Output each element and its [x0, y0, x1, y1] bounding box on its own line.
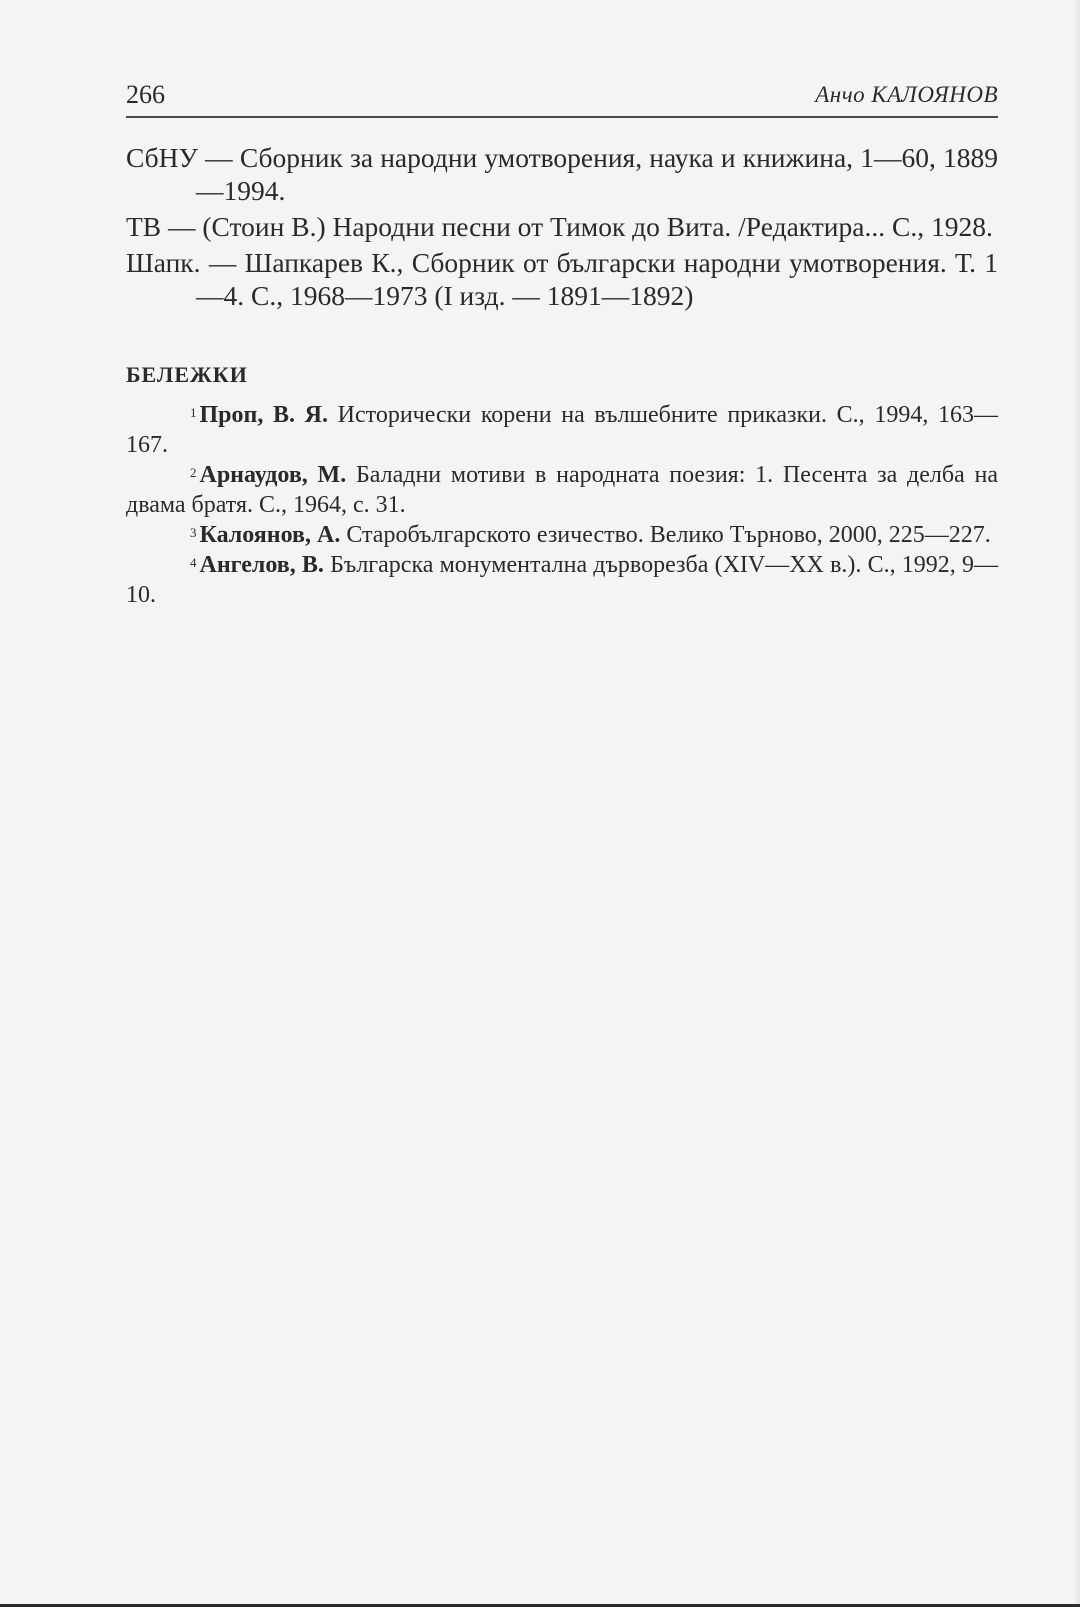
note-text: Българска монументална дърворезба (XIV—XX в.). С., 1992, 9—10. — [126, 552, 998, 608]
note-author: Проп, В. Я. — [199, 402, 329, 428]
note-item — [126, 520, 998, 550]
note-number: 4 — [190, 555, 197, 570]
note-text: Баладни мотиви в народната поезия: 1. Песента за делба на двама братя. С., 1964, с. 31. — [126, 462, 998, 518]
running-head: Анчо КАЛОЯНОВ — [815, 82, 998, 107]
abbreviation-item: ТВ — (Стоин В.) Народни песни от Тимок до Вита. /Редактира... С., 1928. — [126, 211, 993, 242]
page-edge-shadow — [1074, 0, 1080, 1607]
abbreviation-list — [126, 141, 998, 315]
note-text: Старобългарското езичество. Велико Търново, 2000, 225—227. — [340, 522, 991, 548]
note-number: 2 — [190, 465, 197, 480]
note-number: 1 — [190, 405, 197, 420]
note-item — [126, 460, 998, 520]
notes-list — [126, 400, 998, 610]
note-author: Калоянов, А. — [199, 522, 341, 548]
page-number: 266 — [126, 80, 165, 109]
note-author: Арнаудов, М. — [199, 462, 347, 488]
note-item — [126, 400, 998, 460]
note-number: 3 — [190, 525, 197, 540]
note-author: Ангелов, В. — [199, 552, 324, 578]
notes-heading: БЕЛЕЖКИ — [126, 362, 248, 387]
page-header — [126, 76, 998, 118]
note-item — [126, 550, 998, 610]
abbreviation-item: СбНУ — Сборник за народни умотворения, наука и книжина, 1—60, 1889—1994. — [126, 142, 998, 206]
abbreviation-item: Шапк. — Шапкарев К., Сборник от български народни умотворения. Т. 1—4. С., 1968—1973 (I изд. — 1891—1892) — [126, 247, 998, 311]
note-text: Исторически корени на вълшебните приказки. С., 1994, 163—167. — [126, 402, 998, 458]
